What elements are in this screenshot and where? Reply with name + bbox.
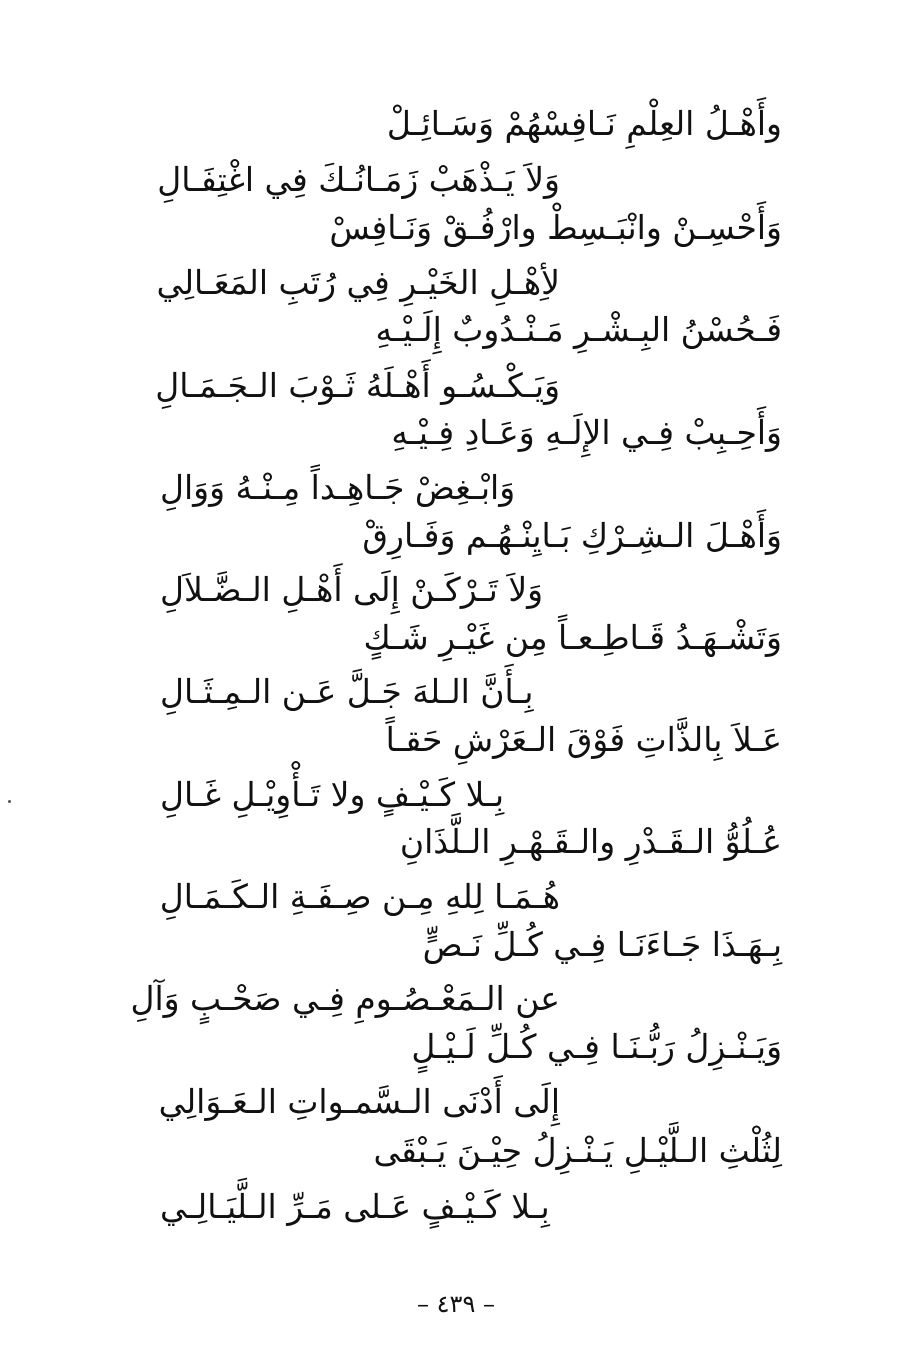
verse-line-16: هُـمَـا لِلهِ مِـن صِـفَـةِ الـكَـمَـالِ — [159, 877, 560, 916]
verse-line-15: عُـلُوُّ الـقَـدْرِ والـقَـهْـرِ الـلَّذَانِ — [399, 822, 782, 861]
verse-line-18: عن الـمَعْـصُـومِ فِـي صَحْـبٍ وَآلِ — [130, 979, 560, 1018]
verse-line-10: وَلاَ تَـرْكَـنْ إِلَى أَهْـلِ الـضَّـلاَلِ — [160, 570, 544, 609]
verse-line-22: بِـلا كَـيْـفٍ عَـلى مَـرِّ الـلَّيَـالِـي — [160, 1187, 550, 1226]
verse-line-3: وَأَحْسِـنْ وانْبَـسِطْ وارْفُـقْ وَنَـافِسْ — [329, 208, 782, 247]
verse-line-20: إِلَى أَدْنَى الـسَّمـواتِ الـعَـوَالِي — [158, 1082, 560, 1121]
verse-line-2: وَلاَ يَـذْهَبْ زَمَـانُـكَ فِي اغْتِفَـالِ — [157, 160, 560, 199]
page-number: – ٤٣٩ – — [417, 1290, 495, 1318]
verse-line-6: وَيَـكْـسُـو أَهْـلَهُ ثَـوْبَ الـجَـمَـالِ — [155, 366, 560, 405]
verse-line-1: وأَهْـلُ العِلْمِ نَـافِسْهُمْ وَسَـائِـلْ — [386, 104, 782, 143]
verse-line-8: وَابْـغِضْ جَـاهِـداً مِـنْـهُ وَوَالِ — [160, 468, 516, 507]
verse-line-17: بِـهَـذَا جَـاءَنَـا فِـي كُـلِّ نَـصٍّ — [422, 925, 782, 964]
verse-line-14: بِـلا كَـيْـفٍ ولا تَـأْوِيْـلِ غَـالِ — [160, 775, 505, 814]
verse-line-19: وَيَـنْـزِلُ رَبُّـنَـا فِـي كُـلِّ لَـيْـلٍ — [411, 1027, 782, 1066]
verse-line-9: وَأَهْـلَ الـشِـرْكِ بَـايِنْـهُـم وَفَـارِقْ — [362, 516, 782, 555]
verse-line-7: وَأَحِـبِبْ فِـي الإِلَـهِ وَعَـادِ فِـيْـهِ — [391, 413, 782, 452]
verse-line-11: وَتَشْـهَـدُ قَـاطِـعـاً مِن غَيْـرِ شَـكٍ — [363, 618, 782, 657]
verse-line-12: بِـأَنَّ الـلهَ جَـلَّ عَـن الـمِـثَـالِ — [160, 672, 534, 711]
verse-line-21: لِثُلْثِ الـلَّيْـلِ يَـنْـزِلُ حِيْـنَ يَـبْقَى — [373, 1131, 782, 1170]
margin-speck — [8, 800, 11, 803]
verse-line-4: لأِهْـلِ الخَيْـرِ فِي رُتَبِ المَعَـالِي — [156, 263, 560, 302]
verse-line-13: عَـلاَ بِالذَّاتِ فَوْقَ الـعَرْشِ حَقـاً — [385, 720, 782, 759]
verse-line-5: فَـحُسْنُ البِـشْـرِ مَـنْـدُوبٌ إِلَـيْـهِ — [375, 310, 782, 349]
